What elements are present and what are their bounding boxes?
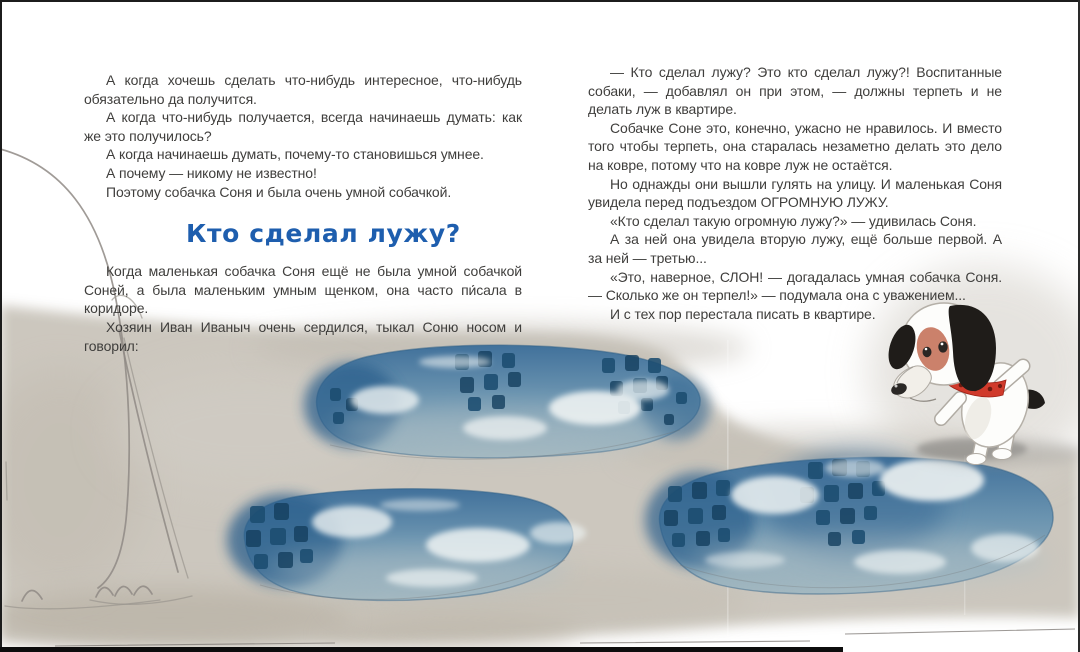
right-text-column — [588, 63, 1002, 323]
paragraph: А когда начинаешь думать, почему-то становишься умнее. — [106, 146, 484, 163]
paragraph: Когда маленькая собачка Соня ещё не была умной собачкой Соней, а была маленьким умным щенком, она часто пи́сала в коридоре. — [84, 263, 522, 317]
paragraph: А почему — никому не известно! — [106, 164, 317, 181]
paragraph: — Кто сделал лужу? Это кто сделал лужу?! Воспитанные собаки, — добавлял он при этом, — должны терпеть и не делать луж в квартире. — [588, 64, 1002, 118]
scan-edge-left — [0, 0, 2, 652]
paragraph: И с тех пор перестала писать в квартире. — [610, 305, 876, 322]
paragraph: «Кто сделал такую огромную лужу?» — удивилась Соня. — [610, 212, 977, 229]
left-text-column — [84, 71, 522, 355]
paragraph: А когда что-нибудь получается, всегда начинаешь думать: как же это получилось? — [84, 109, 522, 144]
paragraph: Поэтому собачка Соня и была очень умной собачкой. — [106, 183, 452, 200]
paragraph: А за ней она увидела вторую лужу, ещё больше первой. А за ней — третью... — [588, 231, 1002, 266]
paragraph: Собачке Соне это, конечно, ужасно не нравилось. И вместо того чтобы терпеть, она старалась незаметно делать это дело на ковре, потому что на ковре луж не остаётся. — [588, 119, 1002, 173]
paragraph: Хозяин Иван Иваныч очень сердился, тыкал Соню носом и говорил: — [84, 318, 522, 354]
puddle-top — [304, 345, 710, 459]
paragraph: Но однажды они вышли гулять на улицу. И маленькая Соня увидела перед подъездом ОГРОМНУЮ ЛУЖУ. — [588, 175, 1002, 211]
paragraph: «Это, наверное, СЛОН! — догадалась умная собачка Соня. — Сколько же он терпел!» — подумала она с уважением... — [588, 268, 1002, 304]
scan-edge-bottom — [0, 647, 843, 652]
scan-edge-top — [0, 0, 1080, 2]
chapter-heading: Кто сделал лужу? — [186, 219, 461, 249]
paragraph: А когда хочешь сделать что-нибудь интересное, что-нибудь обязательно да получится. — [84, 72, 522, 107]
puddle-bottom-left — [227, 489, 586, 601]
